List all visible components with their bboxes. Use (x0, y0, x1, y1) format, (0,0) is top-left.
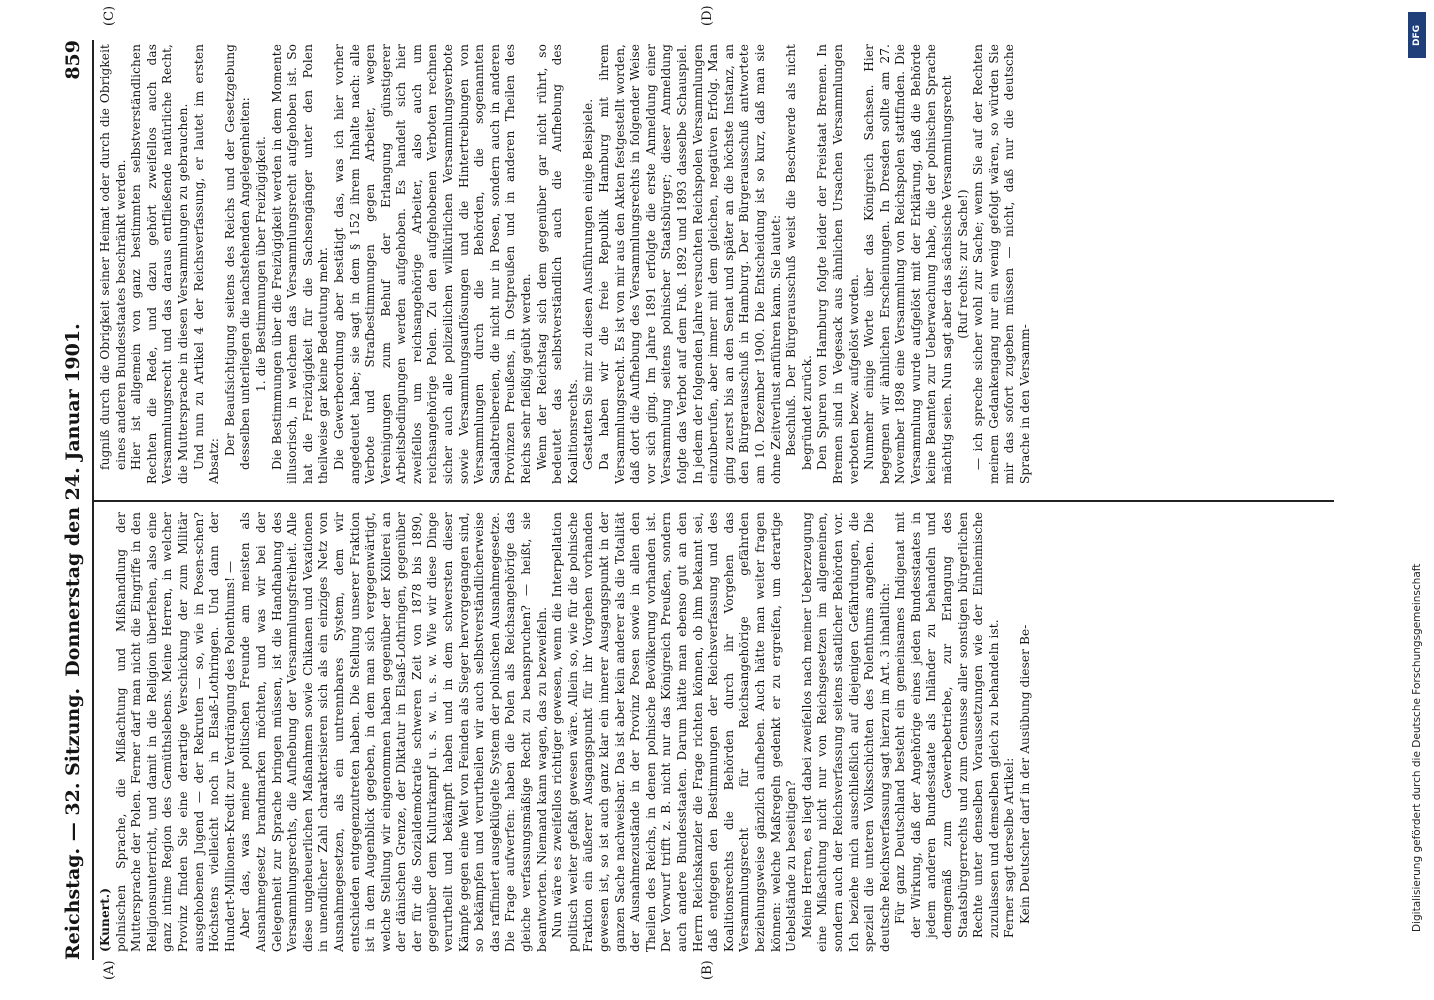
quoted-article: fugniß durch die Obrigkeit seiner Heimat oder durch die Obrigkeit eines anderen Bundesstaates beschränkt werden. (98, 44, 128, 470)
paragraph: Nun wäre es zweifellos richtiger gewesen, wenn die Interpellation politisch weiter gefaßt gewesen wäre. Allein so, wie für die polnische Fraktion ein äußerer Ausgangspunkt für ihr Vorgehen vorhanden gewesen ist, so ist auch ganz klar ein innerer Ausgangspunkt in der ganzen Sache nachweisbar. Das ist aber kein anderer als die Totalität der Ausnahmezustände in der Provinz Posen sowie in allen den Theilen des Reichs, in denen polnische Bevölkerung vorhanden ist. Der Vorwurf trifft z. B. nicht nur das Königreich Preußen, sondern auch andere Bundesstaaten. Darum hätte man ebenso gut an den Herrn Reichskanzler die Frage richten können, ob ihm bekannt sei, daß entgegen den Bestimmungen der Reichsverfassung und des Koalitionsrechts die Behörden durch ihr Vorgehen das Versammlungsrecht für Reichsangehörige gefährden beziehungsweise gänzlich aufheben. Auch hätte man weiter fragen können: welche Maßregeln gedenkt er zu ergreifen, um derartige Uebelstände zu beseitigen? (550, 512, 799, 952)
margin-marker-a: (A) (102, 960, 117, 980)
paragraph: Die Gewerbeordnung aber bestätigt das, was ich hier vorher angedeutet habe; sie sagt in dem § 152 ihrem Inhalte nach: alle Verbote und Strafbestimmungen gegen Arbeiter, wegen Vereinigungen zum Behuf der Erlangung günstigerer Arbeitsbedingungen werden aufgehoben. Es handelt sich hier zweifellos um reichsangehörige Arbeiter, also auch um reichsangehörige Polen. Zu den aufgehobenen Verboten rechnen sicher auch alle polizeilichen willkürlichen Versammlungsverbote sowie Versammlungsauflösungen und die Hintertreibungen von Versammlungen durch die Behörden, die sogenannten Saalabtreibereien, die nicht nur in Posen, sondern auch in anderen Provinzen Preußens, in Ostpreußen und in anderen Theilen des Reichs sehr fleißig geübt werden. (331, 44, 534, 484)
header-left: Reichstag. — 32. Sitzung. (62, 687, 84, 960)
paragraph: Die Bestimmungen über die Freizügigkeit werden in dem Momente illusorisch, in welchem das Versammlungsrecht aufgehoben ist. So hat die Freizügigkeit für die Sachsengänger unter den Polen theilweise gar keine Bedeutung mehr. (269, 44, 331, 484)
left-column (98, 512, 1334, 952)
speaker-label: (Kunert.) (98, 887, 112, 952)
quoted-decision: Beschluß. Der Bürgerausschuß weist die Beschwerde als nicht begründet zurück. (784, 44, 814, 470)
paragraph: Wenn der Reichstag sich dem gegenüber gar nicht rührt, so bedeutet das selbstverständlich auch die Aufhebung des Koalitionsrechts. (534, 44, 580, 484)
page-number: 859 (62, 40, 84, 80)
column-divider (94, 500, 1334, 502)
paragraph: polnischen Sprache, die Mißachtung und Mißhandlung der Muttersprache der Polen. Ferner darf man nicht die Eingriffe in den Religionsunterricht, und damit in die Religion überfehen, also eine ganz intime Region des Gemüthslebens. Meine Herren, in welcher Provinz finden Sie eine derartige Verschickung der zum Militär ausgehobenen Jugend — der Rekruten — so, wie in Posen-schen? Höchstens vielleicht noch in Elsaß-Lothringen. Und dann der Hundert-Millionen-Kredit zur Verdrängung des Polenthums! — (113, 512, 237, 952)
quoted-article: Kein Deutscher darf in der Ausübung dieser Be- (1018, 624, 1033, 924)
right-column (98, 44, 1334, 484)
margin-marker-b: (B) (700, 960, 715, 980)
interjection: (Ruf rechts: zur Sache!) (955, 189, 970, 339)
paragraph: — ich spreche sicher wohl zur Sache; wenn Sie auf der Rechten meinem Gedankengang nur ein wenig gefolgt wären, so würden Sie mir das sofort zugeben müssen — nicht, daß nur die deutsche Sprache in den Versamm- (971, 44, 1033, 484)
running-head (62, 40, 88, 960)
paragraph: Ferner sagt derselbe Artikel: (1002, 757, 1017, 938)
dfg-logo: DFG (1408, 12, 1426, 58)
paragraph: Hier ist allgemein von ganz bestimmten selbstverständlichen Rechten die Rede, und dazu gehört zweifellos auch das Versammlungsrecht und das daraus entfließende natürliche Recht, die Muttersprache in diesen Versammlungen zu gebrauchen. (129, 44, 190, 484)
paragraph: Meine Herren, es liegt dabei zweifellos nach meiner Ueberzeugung eine Mißachtung nicht nur von Reichsgesetzen im allgemeinen, sondern auch der Reichsverfassung seitens staatlicher Behörden vor. Ich beziehe mich ausschließlich auf diejenigen Gefährdungen, die speziell die unteren Volksschichten des Polenthums angehen. Die deutsche Reichsverfassung sagt hierzu im Art. 3 inhaltlich: (799, 512, 892, 952)
paragraph: Gestatten Sie mir zu diesen Ausführungen einige Beispiele. (581, 98, 596, 470)
margin-marker-c: (C) (102, 5, 117, 26)
quoted-item: 1. die Bestimmungen über Freizügigkeit. (253, 136, 268, 392)
paragraph: Und nun zu Artikel 4 der Reichsverfassung, er lautet im ersten Absatz: (191, 44, 222, 484)
header-date: Donnerstag den 24. Januar 1901. (62, 323, 84, 677)
margin-marker-d: (D) (700, 5, 715, 26)
paragraph: Nunmehr einige Worte über das Königreich Sachsen. Hier begegnen wir ähnlichen Erscheinungen. In Dresden sollte am 27. November 1898 eine Versammlung von Reichspolen stattfinden. Die Versammlung wurde aufgelöst mit der Erklärung, daß die Behörde keine Beamten zur Ueberwachung habe, die der polnischen Sprache mächtig seien. Nun sagt aber das sächsische Versammlungsrecht (862, 44, 955, 484)
quoted-article: Für ganz Deutschland besteht ein gemeinsames Indigenat mit der Wirkung, daß der Angehörige eines jeden Bundesstaates in jedem anderen Bundesstaate als Inländer zu behandeln und demgemäß zum Gewerbebetriebe, zur Erlangung des Staatsbürgerrechts und zum Genusse aller sonstigen bürgerlichen Rechte unter denselben Voraussetzungen wie der Einheimische zuzulassen und demselben gleich zu behandeln ist. (893, 512, 1001, 938)
paragraph: Da haben wir die freie Republik Hamburg mit ihrem Versammlungsrecht. Es ist von mir aus den Akten festgestellt worden, daß dort die Aufhebung des Versammlungsrechts in folgender Weise vor sich ging. Im Jahre 1891 erfolgte die erste Anmeldung einer Versammlung seitens polnischer Staatsbürger; dieser Anmeldung folgte das Verbot auf dem Fuß. 1892 und 1893 dasselbe Schauspiel. In jedem der folgenden Jahre versuchten Reichspolen Versammlungen einzuberufen, aber immer mit dem gleichen, negativen Erfolg. Man ging zuerst bis an den Senat und später an die höchste Instanz, an den Bürgerausschuß in Hamburg. Der Bürgerausschuß antwortete am 10. Dezember 1900. Die Entscheidung ist so kurz, daß man sie ohne Zeitverlust anführen kann. Sie lautet: (597, 44, 783, 484)
quoted-article: Der Beaufsichtigung seitens des Reichs und der Gesetzgebung desselben unterliegen die nachstehenden Angelegenheiten: (222, 44, 253, 470)
digitization-watermark (1406, 8, 1428, 992)
watermark-text: Digitalisierung gefördert durch die Deutsche Forschungsgemeinschaft (1411, 563, 1423, 932)
paragraph: Aber das, was meine politischen Freunde am meisten als Ausnahmegesetz brandmarken möchten, und was wir bei der Gelegenheit zur Sprache bringen müssen, ist die Handhabung des Versammlungsrechts, die Aufhebung der Versammlungsfreiheit. Alle diese ungeheuerlichen Maßnahmen sowie Chikanen und Vexationen in unendlicher Zahl charakterisieren sich als ein einziges Netz von Ausnahmegesetzen, als ein untrennbares System, dem wir entschieden entgegenzutreten haben. Die Stellung unserer Fraktion ist in dem Augenblick gegeben, in dem man sich vergegenwärtigt, welche Stellung wir eingenommen haben gegenüber der Köllerei an der dänischen Grenze, der Diktatur in Elsaß-Lothringen, gegenüber der für die Sozialdemokratie schweren Zeit von 1878 bis 1890, gegenüber dem Kulturkampf u. s. w. u. s. w. Wie wir diese Dinge verurtheilt und bekämpft haben und in dem schwersten dieser Kämpfe gegen eine Welt von Feinden als Sieger hervorgegangen sind, so bekämpfen und verurtheilen wir auch selbstverständlicherweise das raffiniert ausgeklügelte System der polnischen Ausnahmegesetze. Die Frage aufwerfen: haben die Polen als Reichsangehörige das gleiche verfassungsmäßige Recht zu beanspruchen? — heißt, sie beantworten. Niemand kann wagen, das zu bezweifeln. (238, 512, 549, 952)
paragraph: Den Spuren von Hamburg folgte leider der Freistaat Bremen. In Bremen sind in Vegesack aus ähnlichen Ursachen Versammlungen verboten bezw. aufgelöst worden. (815, 44, 861, 484)
